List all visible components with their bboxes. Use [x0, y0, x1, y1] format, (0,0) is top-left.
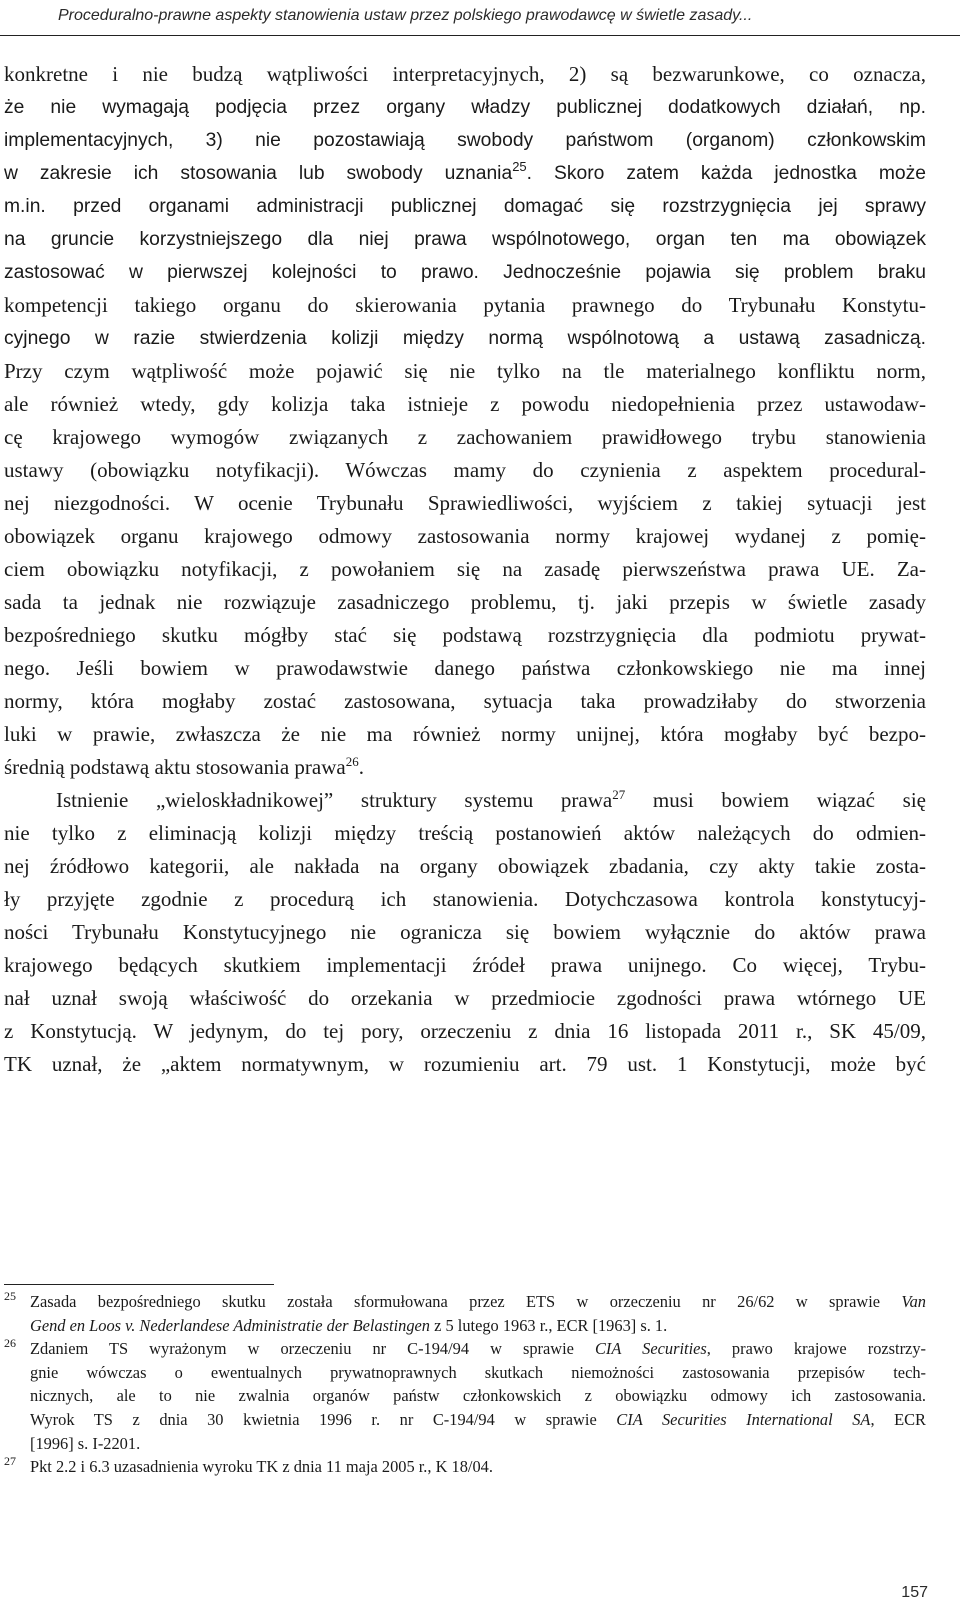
text-line: implementacyjnych, 3) nie pozostawiają swobody państwom (organom) członkowskim [4, 130, 926, 151]
text-line: nie tylko z eliminacją kolizji między treścią postanowień aktów należących do odmien- [4, 821, 926, 845]
main-text [4, 58, 926, 1081]
paragraph [4, 784, 926, 1081]
text-segment: średnią podstawą aktu stosowania prawa [4, 755, 346, 779]
footnote-rule [4, 1284, 274, 1285]
text-line: bezpośredniego skutku mógłby stać się podstawą rozstrzygnięcia dla podmiotu prywat- [4, 623, 926, 647]
footnote-26 [4, 1337, 926, 1455]
text-line: krajowego będących skutkiem implementacji źródeł prawa unijnego. Co więcej, Trybu- [4, 953, 926, 977]
text-line: nej niezgodności. W ocenie Trybunału Sprawiedliwości, wyjściem z takiej sytuacji jest [4, 491, 926, 515]
text-segment: . Skoro zatem każda jednostka może [526, 163, 927, 184]
text-segment: Gend en Loos v. Nederlandese Administratie der Belastingen [30, 1315, 430, 1335]
text-line: zastosować w pierwszej kolejności to prawo. Jednocześnie pojawia się problem braku [4, 262, 926, 283]
text-line: nego. Jeśli bowiem w prawodawstwie danego państwa członkowskiego nie ma innej [4, 656, 926, 680]
page-number: 157 [901, 1584, 928, 1601]
text-line [4, 157, 926, 190]
text-line: ale również wtedy, gdy kolizja taka istnieje z powodu niedopełnienia przez ustawodaw- [4, 392, 926, 416]
footnote-27 [4, 1455, 926, 1479]
text-line: sada ta jednak nie rozwiązuje zasadniczego problemu, tj. jaki przepis w świetle zasady [4, 590, 926, 614]
text-line: TK uznał, że „aktem normatywnym, w rozumieniu art. 79 ust. 1 Konstytucji, może być [4, 1052, 926, 1076]
text-line: cę krajowego wymogów związanych z zachowaniem prawidłowego trybu stanowienia [4, 425, 926, 449]
text-line: kompetencji takiego organu do skierowania pytania prawnego do Trybunału Konstytu- [4, 293, 926, 317]
text-segment: CIA Securities International SA [616, 1409, 871, 1429]
text-line: ły przyjęte zgodnie z procedurą ich stanowienia. Dotychczasowa kontrola konstytucyj- [4, 887, 926, 911]
running-header: Proceduralno-prawne aspekty stanowienia ustaw przez polskiego prawodawcę w świetle zasady... [58, 7, 753, 24]
text-line: z Konstytucją. W jedynym, do tej pory, orzeczeniu z dnia 16 listopada 2011 r., SK 45/09, [4, 1019, 926, 1043]
footnote-line [30, 1314, 926, 1338]
text-line [4, 751, 926, 784]
text-line: nał uznał swoją właściwość do orzekania w przedmiocie zgodności prawa wtórnego UE [4, 986, 926, 1010]
footnote-line [30, 1408, 926, 1432]
text-line: ciem obowiązku notyfikacji, z powołaniem się na zasadę pierwszeństwa prawa UE. Za- [4, 557, 926, 581]
footnote-line: nicznych, ale to nie zwalnia organów państw członkowskich z obowiązku odmowy ich zastosowania. [30, 1386, 926, 1406]
footnote-number: 25 [4, 1289, 16, 1303]
text-segment: z 5 lutego 1963 r., ECR [1963] s. 1. [430, 1315, 668, 1335]
text-segment: Wyrok TS z dnia 30 kwietnia 1996 r. nr C-194/94 w sprawie [30, 1409, 617, 1429]
footnote-line: [1996] s. I-2201. [30, 1433, 141, 1453]
footnote-ref-25: 25 [512, 159, 527, 174]
footnote-line [30, 1290, 926, 1314]
paragraph [4, 58, 926, 784]
text-line: m.in. przed organami administracji publicznej domagać się rozstrzygnięcia jej sprawy [4, 196, 926, 217]
text-segment: Zasada bezpośredniego skutku została sformułowana przez ETS w orzeczeniu nr 26/62 w sprawie [30, 1292, 902, 1311]
text-segment: Istnienie „wieloskładnikowej” struktury systemu prawa [56, 788, 613, 812]
footnote-25 [4, 1290, 926, 1337]
text-segment: musi bowiem wiązać się [625, 788, 926, 812]
header-rule [0, 35, 960, 36]
text-line: cyjnego w razie stwierdzenia kolizji między normą wspólnotową a ustawą zasadniczą. [4, 328, 926, 349]
footnotes [4, 1290, 926, 1479]
text-line: konkretne i nie budzą wątpliwości interpretacyjnych, 2) są bezwarunkowe, co oznacza, [4, 62, 926, 86]
text-segment: , ECR [870, 1409, 926, 1429]
text-line: ustawy (obowiązku notyfikacji). Wówczas mamy do czynienia z aspektem procedural- [4, 458, 926, 482]
footnote-number: 26 [4, 1336, 16, 1351]
text-line: Przy czym wątpliwość może pojawić się nie tylko na tle materialnego konfliktu norm, [4, 359, 926, 383]
text-line: nej źródłowo kategorii, ale nakłada na organy obowiązek zbadania, czy akty takie zosta- [4, 854, 926, 878]
footnote-number: 27 [4, 1454, 16, 1469]
footnote-ref-26: 26 [345, 754, 359, 769]
text-segment: . [358, 755, 364, 779]
text-line: normy, która mogłaby zostać zastosowana, sytuacja taka prowadziłaby do stworzenia [4, 689, 926, 713]
text-line: luki w prawie, zwłaszcza że nie ma również normy unijnej, która mogłaby być bezpo- [4, 722, 926, 746]
footnote-line: Pkt 2.2 i 6.3 uzasadnienia wyroku TK z dnia 11 maja 2005 r., K 18/04. [30, 1457, 493, 1477]
text-line: obowiązek organu krajowego odmowy zastosowania normy krajowej wydanej z pomię- [4, 524, 926, 548]
text-segment: Zdaniem TS wyrażonym w orzeczeniu nr C-194/94 w sprawie [30, 1339, 595, 1359]
text-segment: CIA Securities [595, 1339, 707, 1359]
footnote-line [30, 1337, 926, 1361]
text-line: że nie wymagają podjęcia przez organy władzy publicznej dodatkowych działań, np. [4, 97, 926, 118]
text-line: na gruncie korzystniejszego dla niej prawa wspólnotowego, organ ten ma obowiązek [4, 229, 926, 250]
footnote-ref-27: 27 [612, 787, 626, 802]
text-segment: , prawo krajowe rozstrzy- [706, 1339, 926, 1359]
text-segment: Van [901, 1292, 926, 1311]
text-segment: w zakresie ich stosowania lub swobody uznania [4, 163, 513, 184]
text-line [4, 784, 926, 817]
footnote-line: gnie wówczas o ewentualnych prywatnoprawnych skutkach niemożności zastosowania przepisów tech- [30, 1362, 926, 1382]
text-line: ności Trybunału Konstytucyjnego nie ogranicza się bowiem wyłącznie do aktów prawa [4, 920, 926, 944]
